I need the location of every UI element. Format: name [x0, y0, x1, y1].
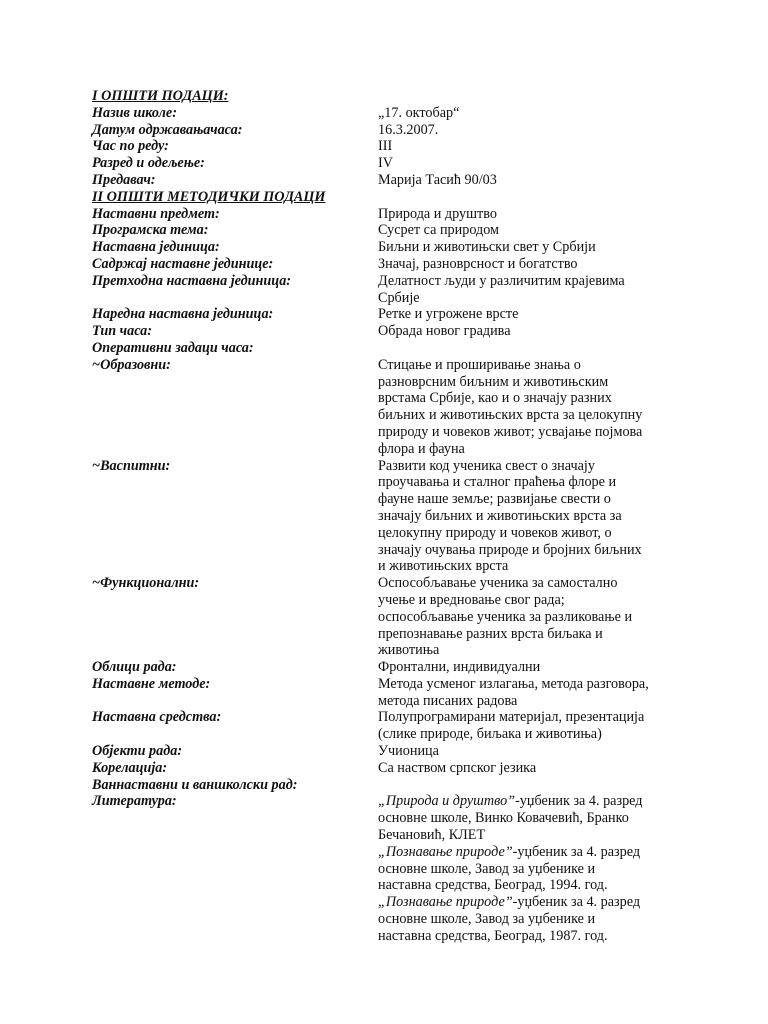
field-value: [378, 575, 712, 659]
field-label: Објекти рада:: [92, 743, 183, 760]
literature-title: „Природа и друштво”: [378, 793, 516, 810]
field-value-line: биљних и животињских врста за целокупну: [378, 407, 643, 424]
table-row: [92, 709, 712, 743]
field-value: [378, 676, 712, 710]
field-value-line: Учионица: [378, 743, 439, 760]
field-value-line: 16.3.2007.: [378, 121, 439, 138]
field-value-line: врстама Србије, као и о значају разних: [378, 390, 612, 407]
table-row: [92, 222, 712, 239]
field-value: [378, 138, 712, 155]
field-value-line: природу и човеков живот; усвајање појмова: [378, 423, 643, 440]
literature-text: основне школе, Завод за уџбенике и: [378, 911, 596, 928]
literature-row: [92, 793, 712, 944]
field-value-line: разноврсним биљним и животињским: [378, 373, 609, 390]
field-value: [378, 222, 712, 239]
table-row: [92, 760, 712, 777]
field-value-line: Полупрограмирани материјал, презентација: [378, 709, 645, 726]
field-label: Наставна јединица:: [92, 239, 220, 256]
field-value-line: метода писаних радова: [378, 692, 518, 709]
field-value-line: оспособљавање ученика за разликовање и: [378, 608, 633, 625]
field-value-line: Обрада новог градива: [378, 323, 511, 340]
field-value: [378, 273, 712, 307]
field-value-line: фауне наше земље; развијање свести о: [378, 491, 611, 508]
field-value: [378, 340, 712, 357]
table-row: [92, 323, 712, 340]
field-label: Тип часа:: [92, 323, 152, 340]
field-value: [378, 357, 712, 458]
field-value: [378, 172, 712, 189]
table-row: [92, 306, 712, 323]
field-value-line: флора и фауна: [378, 440, 465, 457]
field-label: Ваннаставни и ваншколски рад:: [92, 776, 298, 793]
table-row: [92, 340, 712, 357]
field-value-line: Ретке и угрожене врсте: [378, 306, 519, 323]
table-row: [92, 138, 712, 155]
section-title-general: I ОПШТИ ПОДАЦИ:: [92, 88, 229, 104]
methodical-data-table: [92, 206, 712, 794]
field-value: [378, 458, 712, 576]
field-value: [378, 239, 712, 256]
field-value: [378, 122, 712, 139]
field-label: Садржај наставне јединице:: [92, 255, 274, 272]
field-label: Предавач:: [92, 171, 156, 188]
literature-title: „Познавање природе”: [378, 894, 513, 911]
field-value: [378, 155, 712, 172]
table-row: [92, 777, 712, 794]
field-value-line: Метода усменог излагања, метода разговора,: [378, 675, 649, 692]
field-value-line: Са наством српског језика: [378, 759, 537, 776]
literature-text: наставна средства, Београд, 1994. год.: [378, 877, 608, 894]
field-value-line: Стицање и проширивање знања о: [378, 356, 581, 373]
field-value-line: IV: [378, 155, 393, 172]
field-value-line: Природа и друштво: [378, 205, 497, 222]
table-row: [92, 743, 712, 760]
field-label: ~Васпитни:: [92, 457, 171, 474]
field-label: Корелација:: [92, 759, 168, 776]
literature-line: [378, 911, 712, 928]
field-value-line: учење и вредновање свог рада;: [378, 591, 565, 608]
field-value-line: (слике природе, биљака и животиња): [378, 726, 602, 743]
table-row: [92, 105, 712, 122]
field-value: [378, 760, 712, 777]
field-label: Програмска тема:: [92, 222, 209, 239]
field-label: Наставне методе:: [92, 675, 211, 692]
field-value-line: Србије: [378, 289, 420, 306]
section-title-methodical: II ОПШТИ МЕТОДИЧКИ ПОДАЦИ: [92, 188, 326, 205]
table-row: [92, 458, 712, 576]
lesson-plan-document: [92, 88, 712, 945]
table-row: [92, 256, 712, 273]
field-value-line: Биљни и животињски свет у Србији: [378, 239, 596, 256]
table-row: [92, 676, 712, 710]
field-value-line: значају очувања природе и бројних биљних: [378, 541, 642, 558]
field-value: [378, 709, 712, 743]
literature-text: Бечановић, КЛЕТ: [378, 827, 486, 844]
literature-line: [378, 894, 712, 911]
table-row: [92, 155, 712, 172]
field-value-line: проучавања и сталног праћења флоре и: [378, 474, 617, 491]
field-value-line: животиња: [378, 642, 440, 659]
literature-text: основне школе, Винко Ковачевић, Бранко: [378, 810, 629, 827]
field-label: Оперативни задаци часа:: [92, 339, 254, 356]
field-label: Наставна средства:: [92, 709, 222, 726]
field-label: Наставни предмет:: [92, 205, 220, 222]
table-row: [92, 575, 712, 659]
field-value: [378, 743, 712, 760]
field-value: [378, 256, 712, 273]
general-data-table: [92, 105, 712, 189]
table-row: [92, 659, 712, 676]
table-row: [92, 239, 712, 256]
field-value-line: Значај, разноврсност и богатство: [378, 255, 578, 272]
field-value-line: значају биљних и животињских врста за: [378, 507, 622, 524]
literature-line: [378, 861, 712, 878]
field-value-line: III: [378, 138, 393, 155]
field-label: Разред и одељење:: [92, 155, 205, 172]
field-value-line: Фронтални, индивидуални: [378, 659, 541, 676]
table-row: [92, 206, 712, 223]
table-row: [92, 273, 712, 307]
field-label: Назив школе:: [92, 104, 177, 121]
field-label: ~Образовни:: [92, 356, 171, 373]
literature-line: [378, 928, 712, 945]
table-row: [92, 357, 712, 458]
field-value-line: и животињских врста: [378, 558, 509, 575]
field-label: ~Функционални:: [92, 575, 200, 592]
field-value-line: Развити код ученика свест о значају: [378, 457, 595, 474]
literature-text: основне школе, Завод за уџбенике и: [378, 860, 596, 877]
field-label: Облици рада:: [92, 659, 177, 676]
literature-line: [378, 810, 712, 827]
field-value-line: Оспособљавање ученика за самостално: [378, 575, 618, 592]
field-value-line: Делатност људи у различитим крајевима: [378, 272, 625, 289]
field-value: [378, 323, 712, 340]
field-value: [378, 306, 712, 323]
field-value: [378, 659, 712, 676]
field-label: Наредна наставна јединица:: [92, 306, 274, 323]
field-label: Датум одржавањачаса:: [92, 121, 243, 138]
table-row: [92, 122, 712, 139]
field-value: [378, 105, 712, 122]
literature-line: [378, 793, 712, 810]
field-value-line: „17. октобар“: [378, 104, 460, 121]
literature-title: „Познавање природе”: [378, 843, 513, 860]
literature-text: -уџбеник за 4. разред: [512, 894, 641, 911]
field-value-line: целокупну природу и човеков живот, о: [378, 524, 612, 541]
field-value: [378, 777, 712, 794]
field-value-line: препознавање разних врста биљака и: [378, 625, 603, 642]
field-value-line: Марија Тасић 90/03: [378, 171, 497, 188]
literature-line: [378, 844, 712, 861]
table-row: [92, 172, 712, 189]
field-label: Претходна наставна јединица:: [92, 272, 292, 289]
literature-label: Литература:: [92, 793, 177, 810]
literature-text: -уџбеник за 4. разред: [512, 843, 641, 860]
field-value: [378, 206, 712, 223]
literature-list: [378, 793, 712, 944]
field-label: Час по реду:: [92, 138, 169, 155]
literature-text: наставна средства, Београд, 1987. год.: [378, 927, 608, 944]
literature-line: [378, 827, 712, 844]
literature-text: -уџбеник за 4. разред: [515, 793, 643, 810]
literature-line: [378, 877, 712, 894]
field-value-line: Сусрет са природом: [378, 222, 500, 239]
